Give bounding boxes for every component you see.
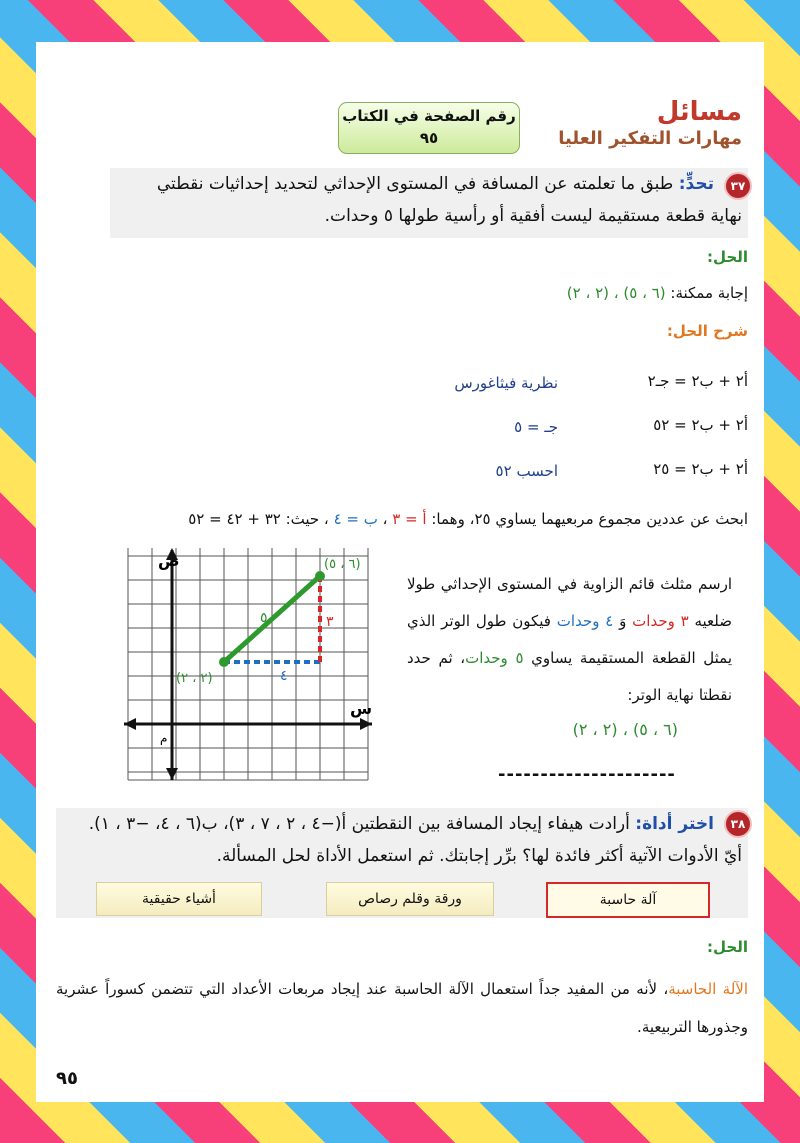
section-subtitle: مهارات التفكير العليا xyxy=(558,128,742,149)
page-number: ٩٥ xyxy=(56,1068,78,1089)
book-page-box xyxy=(338,102,520,154)
point-bottom-label: (٢ ، ٢) xyxy=(176,671,213,686)
question-38-label: اختر أداة: xyxy=(635,814,714,834)
coordinate-graph xyxy=(124,548,380,784)
point-6-5 xyxy=(315,571,325,581)
value-a: أ = ٣ xyxy=(392,510,427,528)
leg-red-units: ٣ وحدات xyxy=(632,612,689,630)
question-37-text-2: نهاية قطعة مستقيمة ليست أفقية أو رأسية طولها ٥ وحدات. xyxy=(324,206,742,226)
horizontal-leg-label: ٤ xyxy=(280,668,288,684)
equation-3-note: احسب ٥٢ xyxy=(495,462,558,480)
section-title: مسائل xyxy=(656,97,742,127)
question-37 xyxy=(110,168,748,238)
solution-38-text: الآلة الحاسبة، لأنه من المفيد جداً استعمال الآلة الحاسبة عند إيجاد مربعات الأعداد التي تتضمن كسوراً عشرية وجذورها التربيعية. xyxy=(56,980,749,1036)
equation-1-note: نظرية فيثاغورس xyxy=(454,374,558,392)
answer-prefix: إجابة ممكنة: xyxy=(670,284,748,302)
origin-label: م xyxy=(160,731,168,745)
x-axis-arrow-left xyxy=(124,718,136,730)
solution-37-heading: الحل: xyxy=(707,248,748,266)
equation-1: أ٢ + ب٢ = جـ٢ xyxy=(647,372,748,390)
question-38-number-badge: ٣٨ xyxy=(724,810,752,838)
book-page-label: رقم الصفحة في الكتاب xyxy=(342,107,516,125)
explanation-heading: شرح الحل: xyxy=(666,322,748,340)
separator-dashes: --------------------- xyxy=(498,764,676,785)
equation-2-note: جـ = ٥ xyxy=(514,418,558,436)
vertical-leg-label: ٣ xyxy=(326,614,334,630)
equation-2: أ٢ + ب٢ = ٥٢ xyxy=(653,416,748,434)
option-real-objects[interactable]: أشياء حقيقية xyxy=(96,882,262,916)
endpoint-result: (٦ ، ٥) ، (٢ ، ٢) xyxy=(572,720,678,739)
value-b: ب = ٤ xyxy=(333,510,378,528)
question-38-text-1: أرادت هيفاء إيجاد المسافة بين النقطتين أ(−٤ ، ٢ ، ٧ ، ٣)، ب(٦ ، ٤، −٣ ، ١). xyxy=(88,814,630,834)
y-axis-label: ص xyxy=(158,551,180,570)
solution-38-heading: الحل: xyxy=(707,938,748,956)
book-page-number: ٩٥ xyxy=(419,129,439,147)
point-top-label: (٦ ، ٥) xyxy=(324,557,361,572)
explanation-paragraph: ارسم مثلث قائم الزاوية في المستوى الإحداثي طولا ضلعيه ٣ وحدات وَ ٤ وحدات فيكون طول الوتر الذي يمثل القطعة المستقيمة يساوي ٥ وحدات، ثم حدد نقطتا نهاية الوتر: xyxy=(407,575,732,704)
option-paper-pencil[interactable]: ورقة وقلم رصاص xyxy=(326,882,494,916)
x-axis-label: س xyxy=(350,699,373,718)
leg-blue-units: ٤ وحدات xyxy=(556,612,614,630)
search-numbers-line: ابحث عن عددين مجموع مربعيهما يساوي ٢٥، وهما: أ = ٣ ، ب = ٤ ، حيث: ٣٢ + ٤٢ = ٥٢ xyxy=(188,510,748,528)
x-axis-arrow-right xyxy=(360,718,372,730)
point-2-2 xyxy=(219,657,229,667)
question-37-label: تحدٍّ: xyxy=(678,174,714,194)
question-37-text-1: طبق ما تعلمته عن المسافة في المستوى الإحداثي لتحديد إحداثيات نقطتي xyxy=(156,174,674,194)
answer-points: (٦ ، ٥) ، (٢ ، ٢) xyxy=(566,284,666,302)
solution-38-highlight: الآلة الحاسبة xyxy=(668,980,749,998)
hypotenuse-units: ٥ وحدات xyxy=(465,649,524,667)
question-37-number-badge: ٣٧ xyxy=(724,172,752,200)
solution-37-answer xyxy=(567,284,748,302)
hypotenuse-label: ٥ xyxy=(260,610,268,626)
equation-3: أ٢ + ب٢ = ٢٥ xyxy=(653,460,748,478)
option-calculator[interactable]: آلة حاسبة xyxy=(546,882,710,918)
question-38-text-2: أيّ الأدوات الآتية أكثر فائدة لها؟ برِّر إجابتك. ثم استعمل الأداة لحل المسألة. xyxy=(216,846,742,866)
